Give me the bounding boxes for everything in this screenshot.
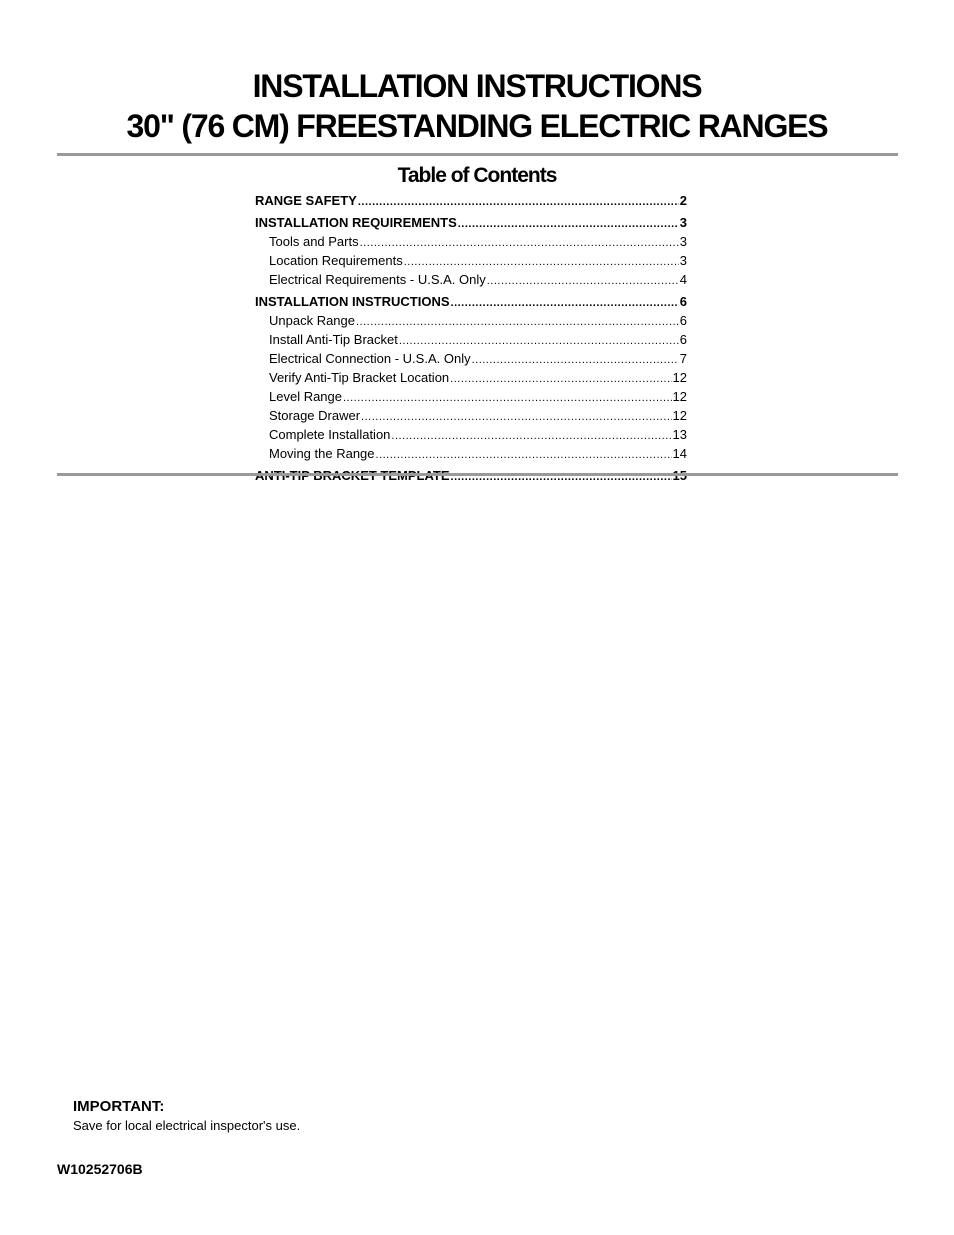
- toc-leader-dots: [487, 273, 679, 290]
- toc-entry-page: 12: [672, 370, 687, 385]
- toc-entry-label: Complete Installation: [269, 427, 391, 442]
- important-label: IMPORTANT:: [73, 1098, 165, 1115]
- toc-entry: [255, 407, 687, 426]
- toc-entry-label: Unpack Range: [269, 313, 355, 328]
- toc-entry-label: Install Anti-Tip Bracket: [269, 332, 398, 347]
- toc-leader-dots: [391, 428, 671, 445]
- toc-entry-page: 3: [679, 215, 687, 230]
- toc-entry-page: 2: [679, 193, 687, 208]
- toc-leader-dots: [358, 194, 679, 211]
- toc-entry-label: Location Requirements: [269, 253, 403, 268]
- toc-entry: [255, 426, 687, 445]
- toc-entry-page: 6: [679, 294, 687, 309]
- toc-entry-page: 14: [672, 446, 687, 461]
- title-line-1: INSTALLATION INSTRUCTIONS: [252, 68, 702, 104]
- toc-entry-label: RANGE SAFETY: [255, 193, 357, 208]
- toc-leader-dots: [360, 235, 679, 252]
- toc-entry-label: Level Range: [269, 389, 342, 404]
- important-text: Save for local electrical inspector's use.: [73, 1118, 301, 1133]
- toc-entry: [255, 369, 687, 388]
- toc-entry-label: Storage Drawer: [269, 408, 361, 423]
- toc-leader-dots: [450, 371, 671, 388]
- toc-entry: [255, 233, 687, 252]
- toc-entry-label: Electrical Requirements - U.S.A. Only: [269, 272, 486, 287]
- toc-leader-dots: [404, 254, 679, 271]
- toc-entry: [255, 214, 687, 233]
- table-of-contents: [255, 192, 687, 486]
- toc-entry-label: INSTALLATION REQUIREMENTS: [255, 215, 457, 230]
- toc-entry-page: 7: [679, 351, 687, 366]
- toc-entry-page: 13: [672, 427, 687, 442]
- toc-entry: [255, 388, 687, 407]
- toc-entry-page: 6: [679, 313, 687, 328]
- toc-entry-page: 12: [672, 389, 687, 404]
- toc-entry: [255, 350, 687, 369]
- toc-leader-dots: [451, 469, 672, 486]
- toc-heading: Table of Contents: [397, 164, 557, 187]
- toc-entry: [255, 192, 687, 211]
- toc-leader-dots: [451, 295, 679, 312]
- toc-entry-page: 3: [679, 253, 687, 268]
- toc-entry: [255, 293, 687, 312]
- toc-leader-dots: [458, 216, 679, 233]
- toc-entry-page: 3: [679, 234, 687, 249]
- toc-entry: [255, 312, 687, 331]
- toc-entry-label: INSTALLATION INSTRUCTIONS: [255, 294, 450, 309]
- toc-leader-dots: [376, 447, 672, 464]
- document-title: [0, 66, 954, 146]
- toc-entry-label: Tools and Parts: [269, 234, 359, 249]
- toc-leader-dots: [356, 314, 679, 331]
- document-number: W10252706B: [57, 1161, 143, 1177]
- toc-entry-label: Verify Anti-Tip Bracket Location: [269, 370, 450, 385]
- toc-entry: [255, 252, 687, 271]
- toc-entry: [255, 467, 687, 486]
- toc-leader-dots: [472, 352, 679, 369]
- toc-leader-dots: [343, 390, 672, 407]
- toc-entry-page: 12: [672, 408, 687, 423]
- toc-entry: [255, 271, 687, 290]
- toc-entry: [255, 331, 687, 350]
- toc-entry-label: Electrical Connection - U.S.A. Only: [269, 351, 471, 366]
- bottom-divider: [57, 473, 898, 476]
- title-line-2: 30" (76 CM) FREESTANDING ELECTRIC RANGES: [126, 108, 828, 144]
- toc-entry-page: 6: [679, 332, 687, 347]
- toc-entry: [255, 445, 687, 464]
- toc-leader-dots: [361, 409, 671, 426]
- toc-leader-dots: [399, 333, 679, 350]
- top-divider: [57, 153, 898, 156]
- toc-entry-page: 4: [679, 272, 687, 287]
- toc-entry-label: Moving the Range: [269, 446, 375, 461]
